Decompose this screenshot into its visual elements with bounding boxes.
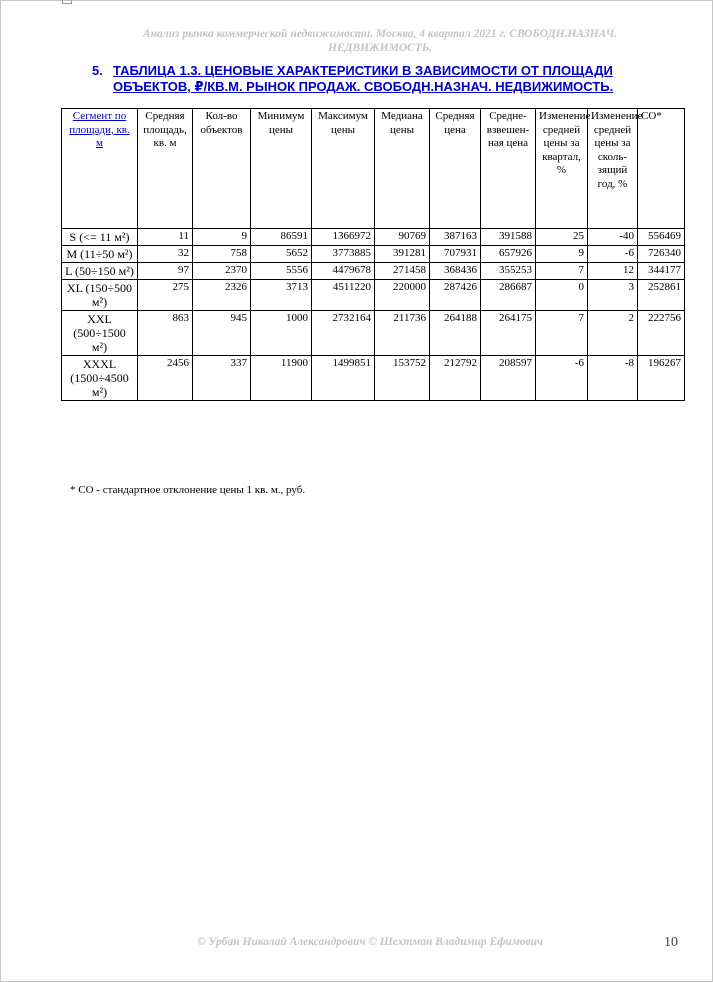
table-cell: 208597 (481, 356, 536, 401)
table-cell: 211736 (375, 311, 430, 356)
table-cell: 97 (138, 263, 193, 280)
table-cell: 12 (588, 263, 638, 280)
table-cell: 4511220 (312, 280, 375, 311)
table-cell: 391588 (481, 229, 536, 246)
table-cell: 86591 (251, 229, 312, 246)
price-table (61, 108, 685, 401)
segment-cell: XL (150÷500 м²) (62, 280, 138, 311)
column-header: Сегмент по площади, кв. м (62, 109, 138, 229)
title-number: 5. (92, 63, 103, 78)
segment-cell: XXXL (1500÷4500 м²) (62, 356, 138, 401)
table-cell: 2 (588, 311, 638, 356)
table-cell: 337 (193, 356, 251, 401)
column-header: Минимум цены (251, 109, 312, 229)
table-cell: 9 (193, 229, 251, 246)
table-cell: 657926 (481, 246, 536, 263)
table-cell: 286687 (481, 280, 536, 311)
column-header: Изменение средней цены за квартал, % (536, 109, 588, 229)
table-cell: 1000 (251, 311, 312, 356)
table-cell: 153752 (375, 356, 430, 401)
table-cell: 220000 (375, 280, 430, 311)
page-footer: © Урбан Николай Александрович © Шехтман Владимир Ефимович (196, 936, 544, 948)
table-cell: -40 (588, 229, 638, 246)
footnote: * СО - стандартное отклонение цены 1 кв. м., руб. (70, 484, 306, 496)
table-cell: 391281 (375, 246, 430, 263)
table-row (62, 263, 685, 280)
table-cell: 387163 (430, 229, 481, 246)
table-cell: -8 (588, 356, 638, 401)
table-cell: 3 (588, 280, 638, 311)
table-cell: 25 (536, 229, 588, 246)
corner-crop-mark (62, 0, 72, 4)
table-cell: 4479678 (312, 263, 375, 280)
table-cell: 264175 (481, 311, 536, 356)
title-text: ТАБЛИЦА 1.3. ЦЕНОВЫЕ ХАРАКТЕРИСТИКИ В ЗАВИСИМОСТИ ОТ ПЛОЩАДИ ОБЪЕКТОВ, ₽/КВ.М. РЫНОК ПРОДАЖ. СВОБОДН.НАЗНАЧ. НЕДВИЖИМОСТЬ. (113, 63, 614, 94)
segment-cell: L (50÷150 м²) (62, 263, 138, 280)
table-cell: 9 (536, 246, 588, 263)
segment-cell: S (<= 11 м²) (62, 229, 138, 246)
table-cell: 32 (138, 246, 193, 263)
table-cell: 275 (138, 280, 193, 311)
column-header: Средне-взвешен-ная цена (481, 109, 536, 229)
table-cell: 556469 (638, 229, 685, 246)
table-cell: 212792 (430, 356, 481, 401)
column-header: Максимум цены (312, 109, 375, 229)
segment-cell: M (11÷50 м²) (62, 246, 138, 263)
table-cell: 3773885 (312, 246, 375, 263)
table-row (62, 229, 685, 246)
table-cell: 196267 (638, 356, 685, 401)
table-cell: 368436 (430, 263, 481, 280)
segment-cell: XXL (500÷1500 м²) (62, 311, 138, 356)
table-cell: 11900 (251, 356, 312, 401)
table-cell: -6 (536, 356, 588, 401)
table-cell: 344177 (638, 263, 685, 280)
table-cell: 90769 (375, 229, 430, 246)
table-row (62, 311, 685, 356)
table-cell: 0 (536, 280, 588, 311)
column-header: Изменение средней цены за сколь-зящий год, % (588, 109, 638, 229)
table-cell: 1499851 (312, 356, 375, 401)
table-cell: 1366972 (312, 229, 375, 246)
table-cell: 287426 (430, 280, 481, 311)
table-cell: 863 (138, 311, 193, 356)
table-cell: 945 (193, 311, 251, 356)
table-row (62, 246, 685, 263)
table-cell: 7 (536, 263, 588, 280)
table-cell: 222756 (638, 311, 685, 356)
table-header-row (62, 109, 685, 229)
table-cell: 726340 (638, 246, 685, 263)
table-cell: 2456 (138, 356, 193, 401)
table-cell: 252861 (638, 280, 685, 311)
table-cell: -6 (588, 246, 638, 263)
column-header: СО* (638, 109, 685, 229)
table-cell: 264188 (430, 311, 481, 356)
table-row (62, 280, 685, 311)
table-row (62, 356, 685, 401)
column-header: Кол-во объектов (193, 109, 251, 229)
table-cell: 271458 (375, 263, 430, 280)
table-cell: 2326 (193, 280, 251, 311)
table-cell: 2732164 (312, 311, 375, 356)
table-cell: 2370 (193, 263, 251, 280)
table-cell: 11 (138, 229, 193, 246)
page-header: Анализ рынка коммерческой недвижимости. Москва, 4 квартал 2021 г. СВОБОДН.НАЗНАЧ. НЕДВИЖИМОСТЬ. (142, 28, 618, 54)
table-title (92, 63, 692, 95)
table-cell: 758 (193, 246, 251, 263)
column-header: Средняя площадь, кв. м (138, 109, 193, 229)
column-header: Медиана цены (375, 109, 430, 229)
table-cell: 5652 (251, 246, 312, 263)
table-cell: 355253 (481, 263, 536, 280)
page-number: 10 (664, 935, 678, 950)
table-cell: 707931 (430, 246, 481, 263)
table-cell: 7 (536, 311, 588, 356)
table-cell: 5556 (251, 263, 312, 280)
table-cell: 3713 (251, 280, 312, 311)
column-header: Средняя цена (430, 109, 481, 229)
